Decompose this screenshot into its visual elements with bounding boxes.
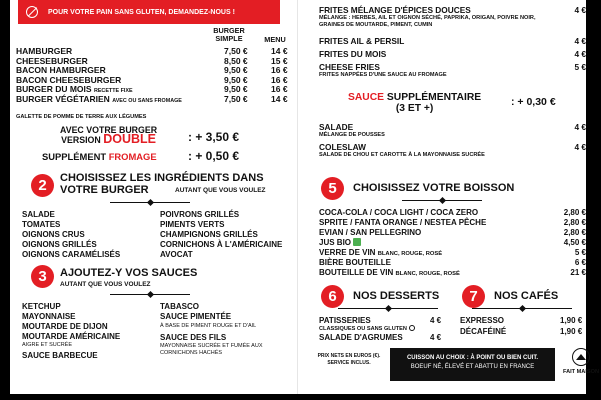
section6-title: NOS DESSERTS: [353, 290, 440, 302]
section-number-7: 7: [462, 285, 485, 308]
burger-name: BURGER VÉGÉTARIEN: [16, 93, 110, 104]
dessert-item: SALADE D'AGRUMES: [319, 333, 403, 342]
drink-item: COCA-COLA / COCA LIGHT / COCA ZERO: [319, 208, 479, 217]
section-number-2: 2: [31, 174, 54, 197]
menu-page: [10, 0, 600, 394]
drink-name: BOUTEILLE DE VIN: [319, 268, 394, 277]
sauce-item: SAUCE DES FILS: [160, 333, 227, 342]
drink-item: [319, 268, 460, 277]
burger-menu-price: 16 €: [271, 74, 288, 85]
coffee-price: 1,90 €: [560, 316, 583, 325]
fries-note: FRITES NAPPÉES D'UNE SAUCE AU FROMAGE: [319, 72, 447, 78]
col-head-menu: MENU: [264, 35, 286, 44]
sauce-item: MAYONNAISE: [22, 312, 76, 321]
drink-price: 6 €: [574, 258, 586, 267]
fait-maison-label: FAIT MAISON: [562, 369, 600, 375]
fries-item: FRITES DU MOIS: [319, 49, 387, 59]
double-option: [60, 126, 157, 146]
flourish-divider: [472, 308, 572, 309]
ingredient-item: OIGNONS CRUS: [22, 230, 85, 239]
sauce-item: TABASCO: [160, 302, 199, 311]
burger-simple-price: 9,50 €: [224, 74, 248, 85]
ingredient-item: AVOCAT: [160, 250, 193, 259]
double-price: : + 3,50 €: [188, 130, 240, 144]
burger-note: RECETTE FIXE: [93, 88, 133, 95]
burger-list: [16, 46, 288, 105]
burger-menu-price: 16 €: [271, 84, 288, 95]
section-number-6: 6: [321, 285, 344, 308]
double-line1: AVEC VOTRE BURGER: [60, 125, 158, 135]
section5-title: CHOISISSEZ VOTRE BOISSON: [353, 182, 515, 194]
section2-subtitle: AUTANT QUE VOUS VOULEZ: [175, 187, 266, 194]
sauce-item: MOUTARDE DE DIJON: [22, 322, 108, 331]
ingredients-left: [22, 210, 120, 260]
column-divider: [297, 0, 298, 394]
fries-name: CHEESE FRIES: [319, 62, 380, 72]
drink-price: 2,80 €: [563, 228, 586, 237]
fries-item: FRITES AIL & PERSIL: [319, 36, 405, 46]
burger-name: BURGER DU MOIS: [16, 84, 92, 95]
double-highlight: DOUBLE: [103, 132, 156, 147]
price-note: PRIX NETS EN EUROS (€). SERVICE INCLUS.: [317, 353, 381, 366]
drink-price: 5 €: [574, 248, 586, 257]
chef-hat-icon: [572, 348, 590, 366]
sauces-right: [160, 302, 285, 357]
fries-item: [319, 62, 447, 79]
flourish-divider: [110, 202, 190, 203]
gluten-free-icon: [26, 6, 38, 18]
gluten-free-banner: [18, 0, 280, 24]
sauce-item: KETCHUP: [22, 302, 61, 311]
drink-item: [319, 238, 361, 247]
drink-price: 4,50 €: [563, 238, 586, 247]
side-price: 4 €: [574, 142, 586, 152]
fries-note: MÉLANGE : HERBES, AIL ET OIGNON SÉCHÉ, PAPRIKA, ORIGAN, POIVRE NOIR, GRAINES DE MOUTARDE, PIMENT, CUMIN: [319, 15, 536, 28]
gluten-free-icon: [409, 325, 415, 331]
section3-title: AJOUTEZ-Y VOS SAUCES: [60, 267, 198, 279]
ingredient-item: SALADE: [22, 210, 55, 219]
burger-menu-price: 15 €: [271, 55, 288, 66]
burger-menu-price: 16 €: [271, 65, 288, 76]
ingredient-item: TOMATES: [22, 220, 61, 229]
side-item: [319, 142, 485, 159]
fromage-price: : + 0,50 €: [188, 149, 240, 163]
ingredient-item: POIVRONS GRILLÉS: [160, 210, 240, 219]
fait-maison-badge: [561, 348, 601, 375]
fries-item: [319, 5, 554, 28]
ingredient-item: CHAMPIGNONS GRILLÉS: [160, 230, 258, 239]
sauce-item: SAUCE PIMENTÉE: [160, 312, 232, 321]
double-line2: VERSION: [61, 135, 101, 146]
sauce-supp-label: SUPPLÉMENTAIRE: [386, 92, 482, 103]
fries-name: FRITES MÉLANGE D'ÉPICES DOUCES: [319, 5, 471, 15]
flourish-divider: [338, 308, 438, 309]
drink-item: [319, 248, 442, 257]
burger-simple-price: 9,50 €: [224, 84, 248, 95]
burger-name: BACON HAMBURGER: [16, 65, 106, 76]
side-note: MÉLANGE DE POUSSES: [319, 132, 385, 138]
dessert-name: PATISSERIES: [319, 316, 371, 325]
section3-subtitle: AUTANT QUE VOUS VOULEZ: [60, 281, 151, 288]
fromage-highlight: FROMAGE: [108, 151, 157, 162]
sauce-supp-red: SAUCE: [348, 92, 385, 103]
section-number-3: 3: [31, 265, 54, 288]
side-note: SALADE DE CHOU ET CAROTTE À LA MAYONNAISE SUCRÉE: [319, 152, 485, 158]
coffee-price: 1,90 €: [560, 327, 583, 336]
sauce-note: AIGRE ET SUCRÉE: [22, 342, 73, 348]
section7-title: NOS CAFÉS: [494, 290, 559, 302]
drink-price: 21 €: [570, 268, 586, 277]
cuisson-box: [390, 348, 555, 381]
sauce-supp-price: : + 0,30 €: [511, 96, 556, 108]
fries-price: 4 €: [574, 49, 586, 59]
fries-price: 4 €: [574, 36, 586, 46]
drink-price: 2,80 €: [563, 208, 586, 217]
sauce-item: MOUTARDE AMÉRICAINE: [22, 332, 121, 341]
sauce-item: SAUCE BARBECUE: [22, 351, 98, 360]
drink-item: SPRITE / FANTA ORANGE / NESTEA PÊCHE: [319, 218, 487, 227]
bio-leaf-icon: [353, 238, 361, 246]
burger-menu-price: 14 €: [271, 46, 288, 56]
side-item: [319, 122, 385, 139]
drink-item: EVIAN / SAN PELLEGRINO: [319, 228, 422, 237]
col-head-simple: BURGER SIMPLE: [213, 26, 245, 43]
fries-price: 5 €: [574, 62, 586, 72]
sauce-supp-sub: (3 ET +): [395, 103, 434, 114]
coffee-item: EXPRESSO: [460, 316, 505, 325]
dessert-price: 4 €: [430, 333, 442, 342]
drink-name: JUS BIO: [319, 238, 352, 247]
section2-title-line1: CHOISISSEZ LES INGRÉDIENTS DANS: [60, 172, 264, 184]
burger-simple-price: 9,50 €: [224, 65, 248, 76]
burger-simple-price: 8,50 €: [224, 55, 248, 66]
drink-price: 2,80 €: [563, 218, 586, 227]
sauce-note: MAYONNAISE SUCRÉE ET FUMÉE AUX CORNICHONS HACHÉS: [160, 343, 263, 356]
burger-note: AVEC OU SANS FROMAGE: [112, 97, 182, 104]
flourish-divider: [402, 200, 482, 201]
coffee-item: DÉCAFÉINÉ: [460, 327, 507, 336]
fries-price: 4 €: [574, 5, 586, 15]
side-price: 4 €: [574, 122, 586, 132]
ingredient-item: OIGNONS GRILLÉS: [22, 240, 97, 249]
ingredient-item: OIGNONS CARAMÉLISÉS: [22, 250, 121, 259]
cuisson-line2: BOEUF NÉ, ÉLEVÉ ET ABATTU EN FRANCE: [410, 364, 535, 370]
galette-note: GALETTE DE POMME DE TERRE AUX LÉGUMES: [16, 114, 147, 120]
burger-menu-price: 14 €: [271, 93, 288, 104]
sauces-left: [22, 302, 120, 361]
side-name: SALADE: [319, 122, 354, 132]
banner-text: POUR VOTRE PAIN SANS GLUTEN, DEMANDEZ-NOUS !: [48, 8, 235, 16]
burger-name: CHEESEBURGER: [16, 55, 88, 66]
side-name: COLESLAW: [319, 142, 367, 152]
ingredient-item: CORNICHONS À L'AMÉRICAINE: [160, 240, 283, 249]
dessert-item: [319, 316, 415, 333]
flourish-divider: [110, 294, 190, 295]
cuisson-line1: CUISSON AU CHOIX : À POINT OU BIEN CUIT.: [406, 355, 539, 361]
burger-name: HAMBURGER: [16, 46, 73, 56]
dessert-price: 4 €: [430, 316, 442, 325]
dessert-note: CLASSIQUES OU SANS GLUTEN: [319, 326, 407, 332]
burger-row: [16, 93, 288, 105]
drink-note: BLANC, ROUGE, ROSÉ: [395, 271, 460, 277]
section2-title-line2: VOTRE BURGER: [60, 184, 149, 196]
burger-name: BACON CHEESEBURGER: [16, 74, 122, 85]
fromage-label: SUPPLÉMENT: [42, 151, 107, 162]
sauce-note: À BASE DE PIMENT ROUGE ET D'AIL: [160, 323, 257, 329]
drink-name: VERRE DE VIN: [319, 248, 376, 257]
ingredient-item: PIMENTS VERTS: [160, 220, 225, 229]
sauce-supplement: [348, 92, 481, 114]
fromage-option: [42, 151, 157, 162]
burger-simple-price: 7,50 €: [224, 93, 248, 104]
drink-note: BLANC, ROUGE, ROSÉ: [377, 251, 443, 257]
ingredients-right: [160, 210, 282, 260]
drink-item: BIÈRE BOUTEILLE: [319, 258, 392, 267]
section-number-5: 5: [321, 177, 344, 200]
burger-simple-price: 7,50 €: [224, 46, 248, 56]
